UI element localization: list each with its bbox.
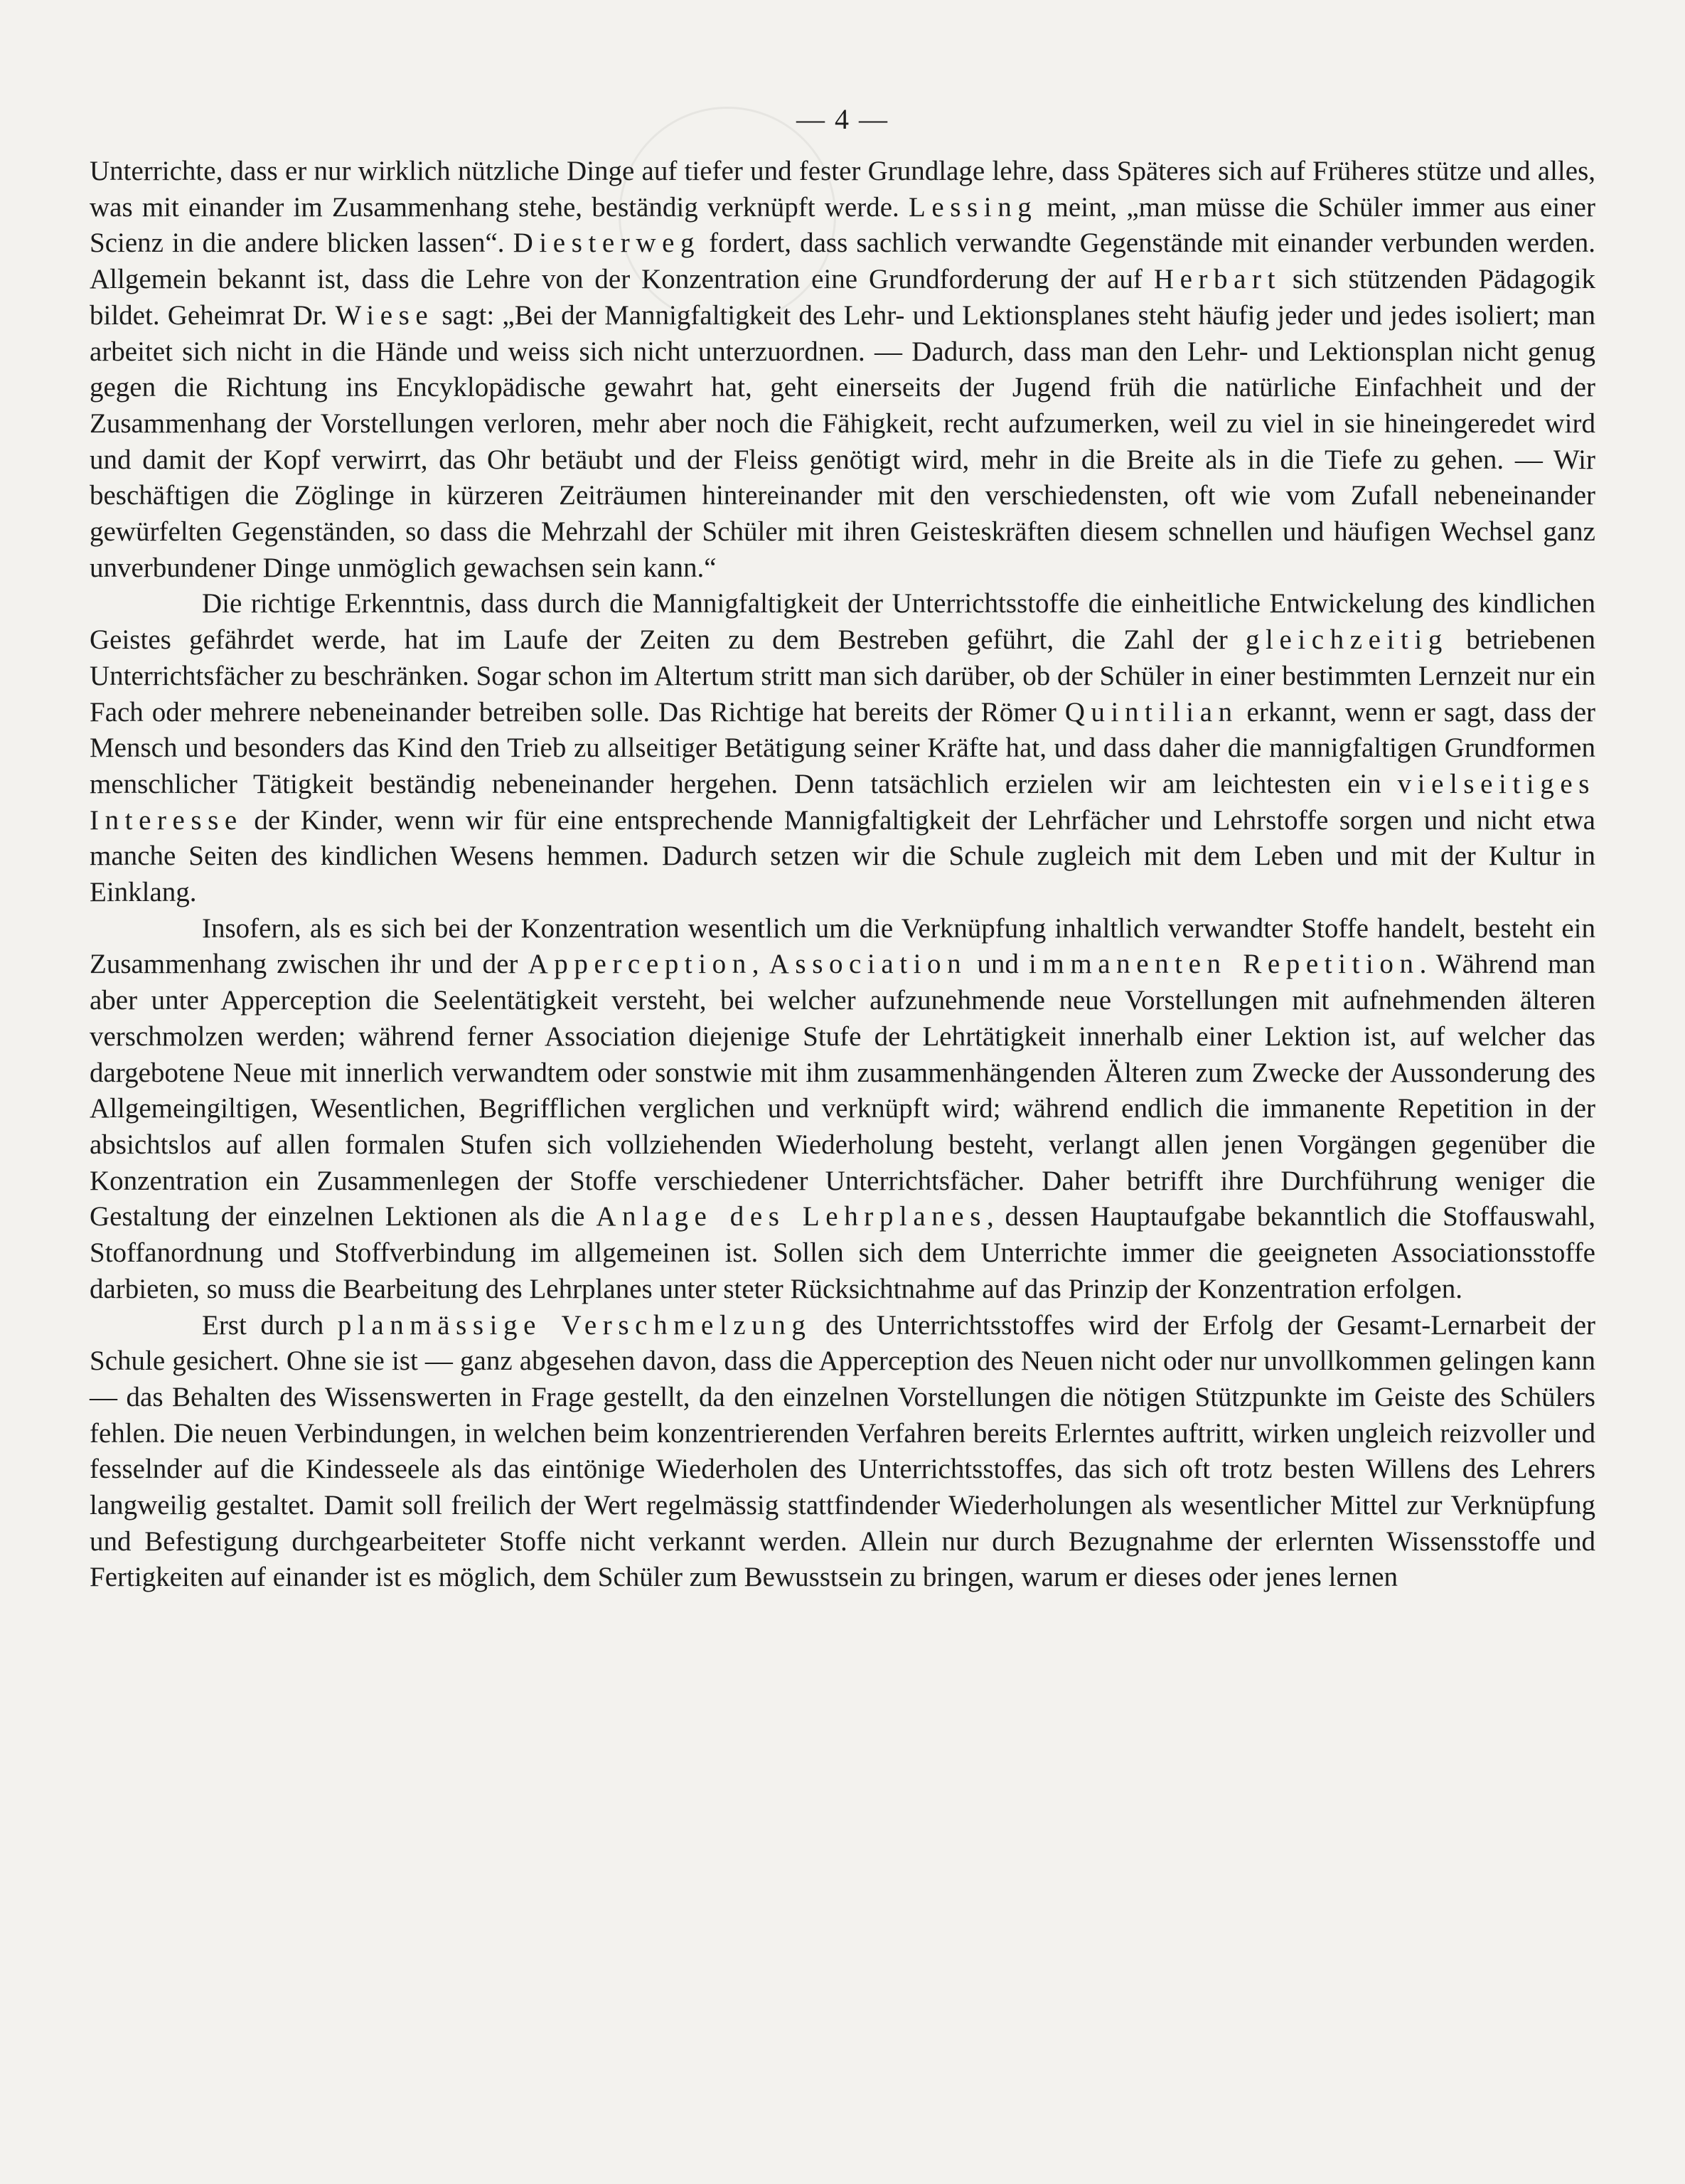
text-run: Die richtige Erkenntnis, dass durch die Mannigfaltigkeit der Unterrichtsstoffe die einheitliche Entwickelung des kindlichen Geistes gefährdet werde, hat im Laufe der Zeiten zu dem Bestreben geführt, die Zahl der [90, 588, 1595, 656]
text-run: , dessen Hauptaufgabe bekanntlich die Stoffauswahl, Stoffanordnung und Stoffverbindung im allgemeinen ist. Sollen sich dem Unterrichte immer die geeigneten Associationsstoffe darbieten, so muss die Bearbeitung des Lehrplanes unter steter Rücksichtnahme auf das Prinzip der Konzentration erfolgen. [90, 1201, 1595, 1304]
paragraph [90, 586, 1595, 910]
text-run: Unterrichte, dass er nur wirklich nützliche Dinge auf tiefer und fester Grundlage lehre, dass Späteres sich auf Früheres stütze und alles, was mit einander im Zusammenhang stehe, beständig verknüpft werde. [90, 156, 1595, 223]
text-run: der Kinder, wenn wir für eine entsprechende Mannigfaltigkeit der Lehrfächer und Lehrstoffe sorgen und nicht etwa manche Seiten des kindlichen Wesens hemmen. Dadurch setzen wir die Schule zugleich mit dem Leben und mit der Kultur in Einklang. [90, 804, 1595, 908]
paragraph [90, 1308, 1595, 1597]
text-run: und [967, 949, 1029, 980]
body-text [90, 154, 1595, 1596]
spaced-emphasis: vielseitiges Interesse [90, 768, 1595, 836]
spaced-emphasis: immanenten Repetition [1029, 949, 1420, 980]
spaced-emphasis: Herbart [1153, 264, 1281, 295]
text-run: Insofern, als es sich bei der Konzentration wesentlich um die Verknüpfung inhaltlich verwandter Stoffe handelt, besteht ein Zusammenhang zwischen ihr und der [90, 912, 1595, 980]
spaced-emphasis: Association [769, 949, 968, 980]
spaced-emphasis: Quintilian [1064, 696, 1239, 728]
spaced-emphasis: Lessing [908, 191, 1038, 223]
spaced-emphasis: Diesterweg [513, 228, 701, 259]
text-run: . Während man aber unter Apperception die Seelentätigkeit versteht, bei welcher aufzunehmende neue Vorstellungen mit aufnehmenden älteren verschmolzen werden; während ferner Association diejenige Stufe der Lehrtätigkeit innerhalb einer Lektion ist, auf welcher das dargebotene Neue mit innerlich verwandtem oder sonstwie mit ihm zusammenhängenden Älteren zum Zwecke der Aussonderung des Allgemeingiltigen, Wesentlichen, Begrifflichen verglichen und verknüpft wird; während endlich die immanente Repetition in der absichtslos auf allen formalen Stufen sich vollziehenden Wiederholung besteht, verlangt allen jenen Vorgängen gegenüber die Konzentration ein Zusammenlegen der Stoffe verschiedener Unterrichtsfächer. Daher betrifft ihre Durchführung weniger die Gestaltung der einzelnen Lektionen als die [90, 949, 1595, 1232]
spaced-emphasis: planmässige Verschmelzung [337, 1309, 812, 1341]
text-run: sich stützenden Pädagogik bildet. Geheimrat Dr. [90, 264, 1596, 331]
text-run: Erst durch [202, 1309, 338, 1341]
text-run: betriebenen Unterrichtsfächer zu beschränken. Sogar schon im Altertum stritt man sich darüber, ob der Schüler in einer bestimmten Lernzeit nur ein Fach oder mehrere nebeneinander betreiben solle. Das Richtige hat bereits der Römer [90, 624, 1595, 728]
spaced-emphasis: gleichzeitig [1245, 624, 1448, 656]
text-run: sagt: „Bei der Mannigfaltigkeit des Lehr- und Lektionsplanes steht häufig jeder und jedes isoliert; man arbeitet sich nicht in die Hände und weiss sich nicht unterzuordnen. — Dadurch, dass man den Lehr- und Lektionsplan nicht genug gegen die Richtung ins Encyklopädische gewahrt hat, geht einerseits der Jugend früh die natürliche Einfachheit und der Zusammenhang der Vorstellungen verloren, mehr aber noch die Fähigkeit, recht aufzumerken, weil zu viel in sie hineingeredet wird und damit der Kopf verwirrt, das Ohr betäubt und der Fleiss genötigt wird, mehr in die Breite als in die Tiefe zu gehen. — Wir beschäftigen die Zöglinge in kürzeren Zeiträumen hintereinander mit den verschiedensten, oft wie vom Zufall nebeneinander gewürfelten Gegenständen, so dass die Mehrzahl der Schüler mit ihren Geisteskräften diesem schnellen und häufigen Wechsel ganz unverbundener Dinge unmöglich gewachsen sein kann.“ [90, 299, 1596, 583]
spaced-emphasis: Apperception [528, 949, 752, 980]
text-run: erkannt, wenn er sagt, dass der Mensch und besonders das Kind den Trieb zu allseitiger Betätigung seiner Kräfte hat, und dass daher die mannigfaltigen Grundformen menschlicher Tätigkeit beständig nebeneinander hergehen. Denn tatsächlich erzielen wir am leichtesten ein [90, 696, 1595, 799]
text-run: meint, „man müsse die Schüler immer aus einer Scienz in die andere blicken lassen“. [90, 191, 1595, 259]
text-run: , [751, 949, 769, 980]
paragraph [90, 154, 1595, 586]
spaced-emphasis: Anlage des Lehrplanes [596, 1201, 987, 1232]
text-run: fordert, dass sachlich verwandte Gegenstände mit einander verbunden werden. Allgemein bekannt ist, dass die Lehre von der Konzentration eine Grundforderung der auf [90, 228, 1595, 295]
spaced-emphasis: Wiese [335, 299, 434, 331]
text-run: des Unterrichtsstoffes wird der Erfolg der Gesamt-Lernarbeit der Schule gesichert. Ohne sie ist — ganz abgesehen davon, dass die Apperception des Neuen nicht oder nur unvollkommen gelingen kann — das Behalten des Wissenswerten in Frage gestellt, da den einzelnen Vorstellungen die nötigen Stützpunkte im Geiste des Schülers fehlen. Die neuen Verbindungen, in welchen beim konzentrierenden Verfahren bereits Erlerntes auftritt, wirken ungleich reizvoller und fesselnder auf die Kindesseele als das eintönige Wiederholen des Unterrichtsstoffes, das sich oft trotz besten Willens des Lehrers langweilig gestaltet. Damit soll freilich der Wert regelmässig stattfindender Wiederholungen als wesentlicher Mittel zur Verknüpfung und Befestigung durchgearbeiteter Stoffe nicht verkannt werden. Allein nur durch Bezugnahme der erlernten Wissensstoffe und Fertigkeiten auf einander ist es möglich, dem Schüler zum Bewusstsein zu bringen, warum er dieses oder jenes lernen [90, 1309, 1595, 1593]
page-number: — 4 — [796, 103, 889, 135]
paragraph [90, 911, 1595, 1308]
